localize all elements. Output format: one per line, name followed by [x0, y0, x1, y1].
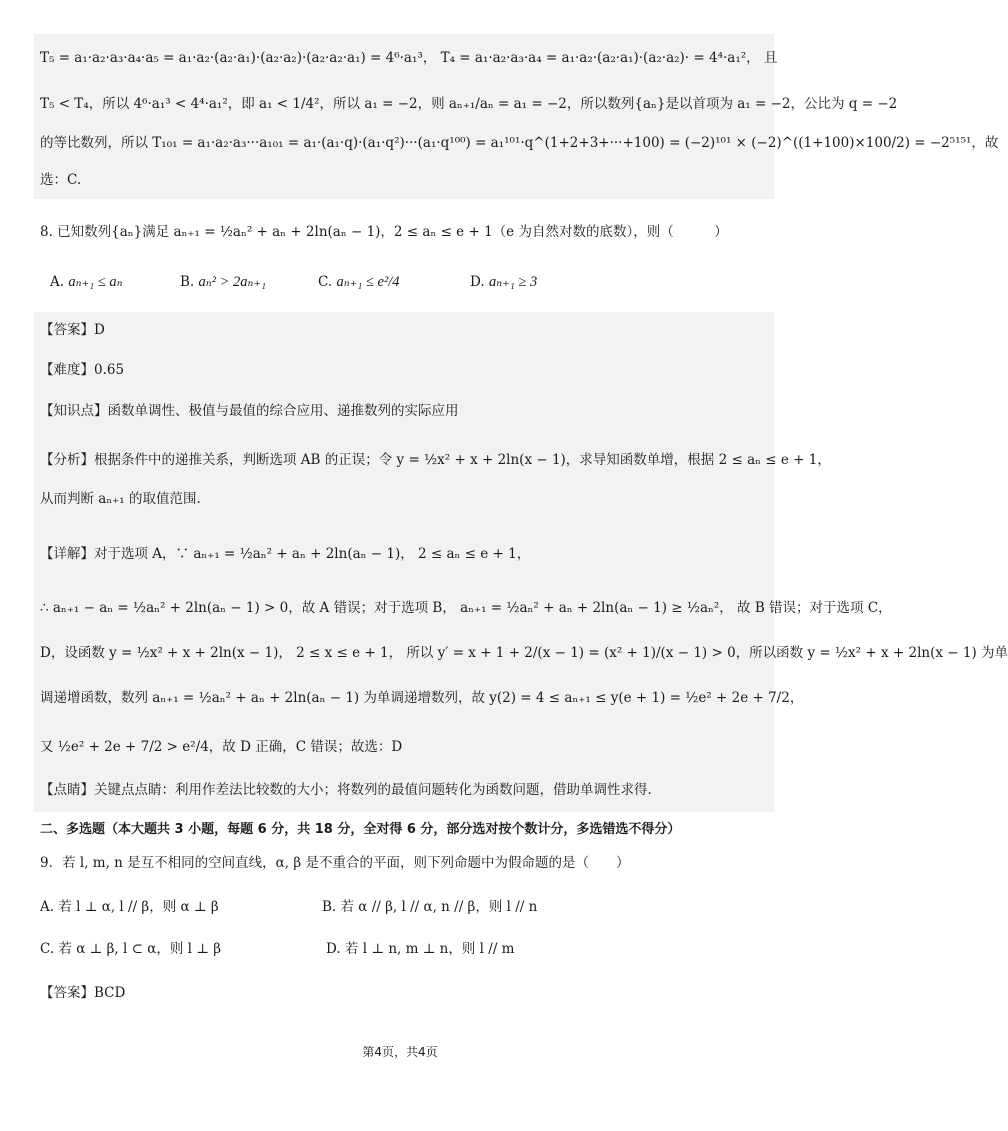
q9-option-d: D. 若 l ⊥ n, m ⊥ n，则 l // m: [326, 941, 515, 957]
q8-analysis-line1: 【分析】根据条件中的递推关系，判断选项 AB 的正误；令 y = ½x² + x + 2ln(x − 1)，求导知函数单增，根据 2 ≤ aₙ ≤ e + 1，: [40, 452, 831, 468]
q8-detail-line1: 【详解】对于选项 A，∵ aₙ₊₁ = ½aₙ² + aₙ + 2ln(aₙ − 1)， 2 ≤ aₙ ≤ e + 1，: [40, 546, 531, 562]
q9-option-c: C. 若 α ⊥ β, l ⊂ α，则 l ⊥ β: [40, 941, 222, 957]
q9-option-b: B. 若 α // β, l // α, n // β，则 l // n: [322, 899, 538, 915]
q8-detail-line2: ∴ aₙ₊₁ − aₙ = ½aₙ² + 2ln(aₙ − 1) > 0，故 A 错误；对于选项 B， aₙ₊₁ = ½aₙ² + aₙ + 2ln(aₙ − 1) ≥ ½aₙ²， 故 B 错误；对于选项 C，: [40, 600, 892, 616]
q9-stem: 9．若 l, m, n 是互不相同的空间直线，α, β 是不重合的平面，则下列命题中为假命题的是（ ）: [40, 855, 630, 871]
q9-answer: 【答案】BCD: [40, 985, 126, 1001]
q8-knowledge: 【知识点】函数单调性、极值与最值的综合应用、递推数列的实际应用: [40, 403, 459, 419]
q8-analysis-line2: 从而判断 aₙ₊₁ 的取值范围.: [40, 491, 201, 507]
q8-option-a: A. aₙ₊₁ ≤ aₙ: [50, 274, 123, 290]
solution7-line3: 的等比数列，所以 T₁₀₁ = a₁·a₂·a₃···a₁₀₁ = a₁·(a₁·q)·(a₁·q²)···(a₁·q¹⁰⁰) = a₁¹⁰¹·q^(1+2+3+···+100) = (−2)¹⁰¹ × (−2)^((1+100)×100/2) = −2⁵¹⁵¹，故: [40, 135, 999, 151]
q8-difficulty: 【难度】0.65: [40, 362, 125, 378]
section-heading-multi-choice: 二、多选题（本大题共 3 小题，每题 6 分，共 18 分，全对得 6 分，部分选对按个数计分，多选错选不得分）: [40, 822, 681, 837]
q8-stem: 8. 已知数列{aₙ}满足 aₙ₊₁ = ½aₙ² + aₙ + 2ln(aₙ − 1)，2 ≤ aₙ ≤ e + 1（e 为自然对数的底数），则（ ）: [40, 224, 728, 240]
q8-option-c: C. aₙ₊₁ ≤ e²/4: [318, 274, 400, 290]
page-footer: 第4页，共4页: [362, 1045, 438, 1059]
solution7-line4: 选：C.: [40, 172, 82, 188]
q8-detail-line3: D，设函数 y = ½x² + x + 2ln(x − 1)， 2 ≤ x ≤ e + 1， 所以 y′ = x + 1 + 2/(x − 1) = (x² + 1)/(x − 1) > 0，所以函数 y = ½x² + x + 2ln(x − 1) 为单: [40, 645, 1008, 661]
solution7-line2: T₅ < T₄，所以 4⁶·a₁³ < 4⁴·a₁²，即 a₁ < 1/4²，所以 a₁ = −2，则 aₙ₊₁/aₙ = a₁ = −2，所以数列{aₙ}是以首项为 a₁ = −2，公比为 q = −2: [40, 96, 898, 112]
q8-option-d: D. aₙ₊₁ ≥ 3: [470, 274, 538, 290]
q8-detail-line4: 调递增函数，数列 aₙ₊₁ = ½aₙ² + aₙ + 2ln(aₙ − 1) 为单调递增数列，故 y(2) = 4 ≤ aₙ₊₁ ≤ y(e + 1) = ½e² + 2e + 7/2，: [40, 690, 804, 706]
q8-option-b: B. aₙ² > 2aₙ₊₁: [180, 274, 267, 290]
solution7-line1: T₅ = a₁·a₂·a₃·a₄·a₅ = a₁·a₂·(a₂·a₁)·(a₂·a₂)·(a₂·a₂·a₁) = 4⁶·a₁³， T₄ = a₁·a₂·a₃·a₄ = a₁·a₂·(a₂·a₁)·(a₂·a₂)· = 4⁴·a₁²， 且: [40, 50, 778, 66]
q9-option-a: A. 若 l ⊥ α, l // β，则 α ⊥ β: [40, 899, 219, 915]
q8-detail-line5: 又 ½e² + 2e + 7/2 > e²/4，故 D 正确，C 错误；故选：D: [40, 739, 403, 755]
q8-tip: 【点睛】关键点点睛：利用作差法比较数的大小；将数列的最值问题转化为函数问题，借助单调性求得.: [40, 782, 652, 798]
q8-answer: 【答案】D: [40, 322, 105, 338]
